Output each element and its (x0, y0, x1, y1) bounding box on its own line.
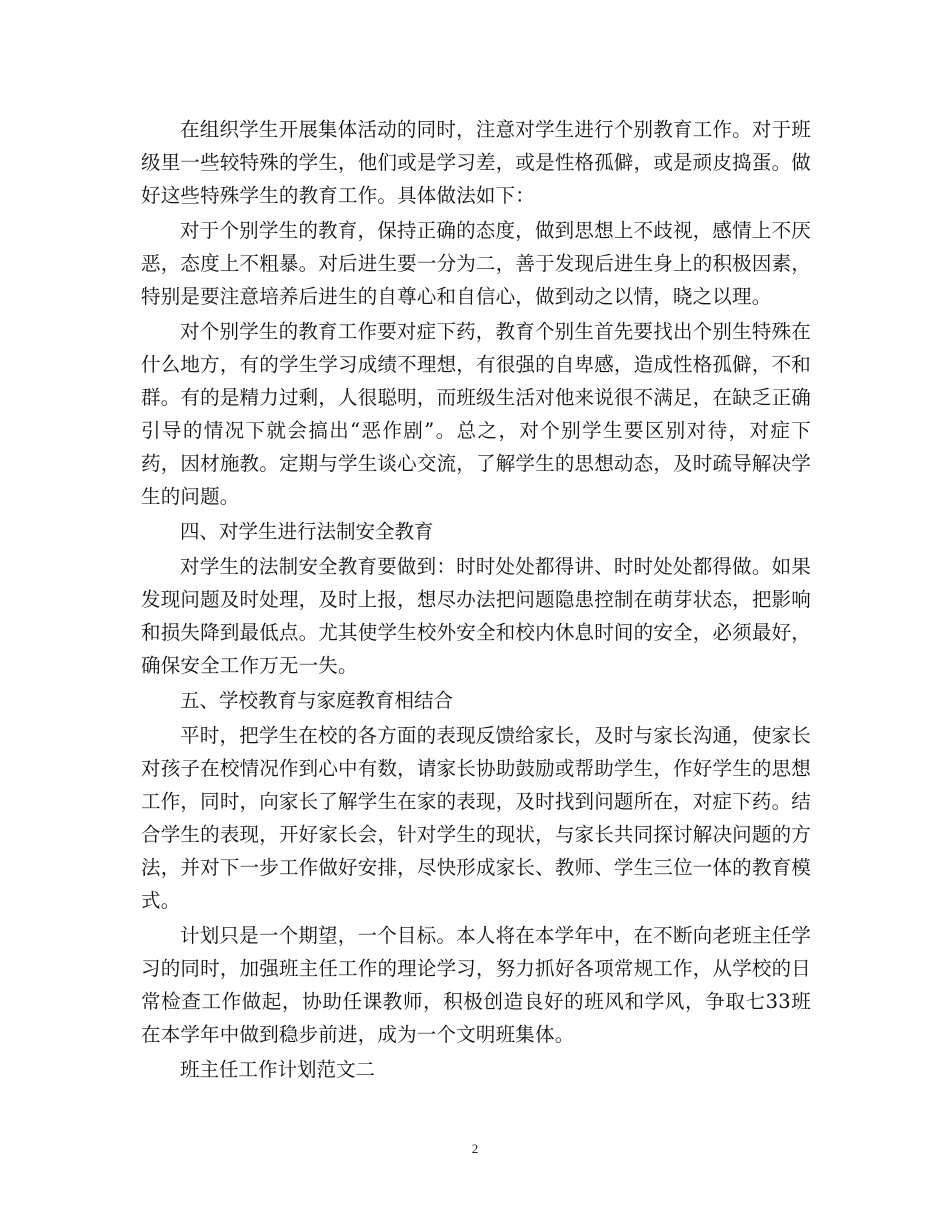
section-heading-sample-two: 班主任工作计划范文二 (180, 1058, 376, 1081)
paragraph-plan-conclusion: 计划只是一个期望，一个目标。本人将在本学年中，在不断向老班主任学习的同时，加强班主任工作的理论学习，努力抓好各项常规工作，从学校的日常检查工作做起，协助任课教师，积极创造良好的班风和学风，争取七33班在本学年中做到稳步前进，成为一个文明班集体。 (141, 924, 811, 1046)
page-number: 2 (471, 1141, 479, 1156)
section-heading-school-family: 五、学校教育与家庭教育相结合 (180, 689, 454, 712)
paragraph-legal-safety: 对学生的法制安全教育要做到：时时处处都得讲、时时处处都得做。如果发现问题及时处理，及时上报，想尽办法把问题隐患控制在萌芽状态，把影响和损失降到最低点。尤其使学生校外安全和校内休息时间的安全，必须最好，确保安全工作万无一失。 (141, 555, 811, 677)
paragraph-targeted-education: 对个别学生的教育工作要对症下药，教育个别生首先要找出个别生特殊在什么地方，有的学生学习成绩不理想，有很强的自卑感，造成性格孤僻，不和群。有的是精力过剩，人很聪明，而班级生活对他来说很不满足，在缺乏正确引导的情况下就会搞出“恶作剧”。总之，对个别学生要区别对待，对症下药，因材施教。定期与学生谈心交流，了解学生的思想动态，及时疏导解决学生的问题。 (141, 320, 811, 508)
paragraph-school-family: 平时，把学生在校的各方面的表现反馈给家长，及时与家长沟通，使家长对孩子在校情况作到心中有数，请家长协助鼓励或帮助学生，作好学生的思想工作，同时，向家长了解学生在家的表现，及时找到问题所在，对症下药。结合学生的表现，开好家长会，针对学生的现状，与家长共同探讨解决问题的方法，并对下一步工作做好安排，尽快形成家长、教师、学生三位一体的教育模式。 (141, 724, 811, 912)
paragraph-individual-education-intro: 在组织学生开展集体活动的同时，注意对学生进行个别教育工作。对于班级里一些较特殊的学生，他们或是学习差，或是性格孤僻，或是顽皮捣蛋。做好这些特殊学生的教育工作。具体做法如下： (141, 118, 811, 207)
section-heading-legal-safety: 四、对学生进行法制安全教育 (180, 520, 434, 543)
paragraph-attitude: 对于个别学生的教育，保持正确的态度，做到思想上不歧视，感情上不厌恶，态度上不粗暴。对后进生要一分为二，善于发现后进生身上的积极因素，特别是要注意培养后进生的自尊心和自信心，做到动之以情，晓之以理。 (141, 219, 811, 308)
document-body (141, 113, 811, 1088)
